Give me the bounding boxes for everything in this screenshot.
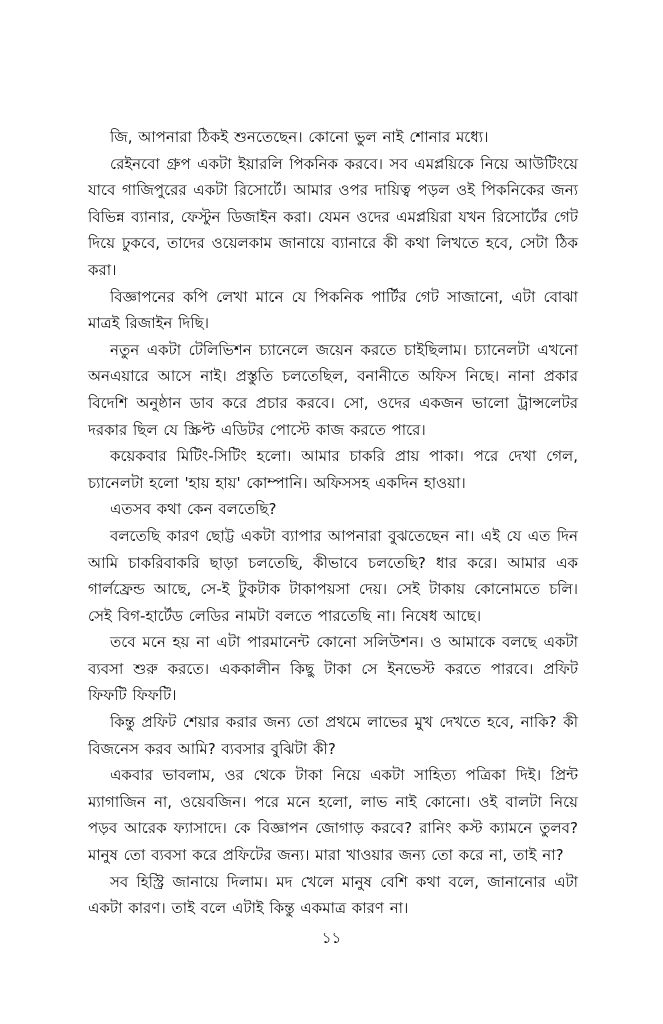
paragraph-8: তবে মনে হয় না এটা পারমানেন্ট কোনো সলিউশন। ও আমাকে বলছে একটা ব্যবসা শুরু করতে। এককালীন কিছু টাকা সে ইনভেস্ট করতে পারবে। প্রফিট ফিফটি ফিফটি। [88,633,578,705]
paragraph-1: জি, আপনারা ঠিকই শুনতেছেন। কোনো ভুল নাই শোনার মধ্যে। [110,128,489,146]
paragraph-3: বিজ্ঞাপনের কপি লেখা মানে যে পিকনিক পার্টির গেট সাজানো, এটা বোঝা মাত্রই রিজাইন দিছি। [88,287,578,333]
paragraph-2: রেইনবো গ্রুপ একটা ইয়ারলি পিকনিক করবে। সব এমপ্লয়িকে নিয়ে আউটিংয়ে যাবে গাজিপুরের একটা রিসোর্টে। আমার ওপর দায়িত্ব পড়ল ওই পিকনিকের জন্য বিভিন্ন ব্যানার, ফেস্টুন ডিজাইন করা। যেমন ওদের এমপ্লয়িরা যখন রিসোর্টের গেট দিয়ে ঢুকবে, তাদের ওয়েলকাম জানায়ে ব্যানারে কী কথা লিখতে হবে, সেটা ঠিক করা। [88,154,578,279]
paragraph-6: এতসব কথা কেন বলতেছি? [110,500,277,519]
paragraph-5: কয়েকবার মিটিং-সিটিং হলো। আমার চাকরি প্রায় পাকা। পরে দেখা গেল, চ্যানেলটা হলো 'হায় হায়' কোম্পানি। অফিসসহ একদিন হাওয়া। [88,447,578,492]
body-text [88,124,578,922]
paragraph-9: কিন্তু প্রফিট শেয়ার করার জন্য তো প্রথমে লাভের মুখ দেখতে হবে, নাকি? কী বিজনেস করব আমি? ব্যবসার বুঝিটা কী? [88,713,578,758]
paragraph-11: সব হিস্ট্রি জানায়ে দিলাম। মদ খেলে মানুষ বেশি কথা বলে, জানানোর এটা একটা কারণ। তাই বলে এটাই কিন্তু একমাত্র কারণ না। [88,872,578,918]
page-number: ১১ [321,929,342,947]
paragraph-4: নতুন একটা টেলিভিশন চ্যানেলে জয়েন করতে চাইছিলাম। চ্যানেলটা এখনো অনএয়ারে আসে নাই। প্রস্তুতি চলতেছিল, বনানীতে অফিস নিছে। নানা প্রকার বিদেশি অনুষ্ঠান ডাব করে প্রচার করবে। সো, ওদের একজন ভালো ট্রান্সলেটর দরকার ছিল যে স্ক্রিপ্ট এডিটর পোস্টে কাজ করতে পারে। [88,340,578,439]
paragraph-10: একবার ভাবলাম, ওর থেকে টাকা নিয়ে একটা সাহিত্য পত্রিকা দিই। প্রিন্ট ম্যাগাজিন না, ওয়েবজিন। পরে মনে হলো, লাভ নাই কোনো। ওই বালটা নিয়ে পড়ব আরেক ফ্যাসাদে। কে বিজ্ঞাপন জোগাড় করবে? রানিং কস্ট ক্যামনে তুলব? মানুষ তো ব্যবসা করে প্রফিটের জন্য। মারা খাওয়ার জন্য তো করে না, তাই না? [88,766,578,865]
paragraph-7: বলতেছি কারণ ছোট্ট একটা ব্যাপার আপনারা বুঝতেছেন না। এই যে এত দিন আমি চাকরিবাকরি ছাড়া চলতেছি, কীভাবে চলতেছি? ধার করে। আমার এক গার্লফ্রেন্ড আছে, সে-ই টুকটাক টাকাপয়সা দেয়। সেই টাকায় কোনোমতে চলি। সেই বিগ-হার্টেড লেডির নামটা বলতে পারতেছি না। নিষেধ আছে। [88,526,578,625]
